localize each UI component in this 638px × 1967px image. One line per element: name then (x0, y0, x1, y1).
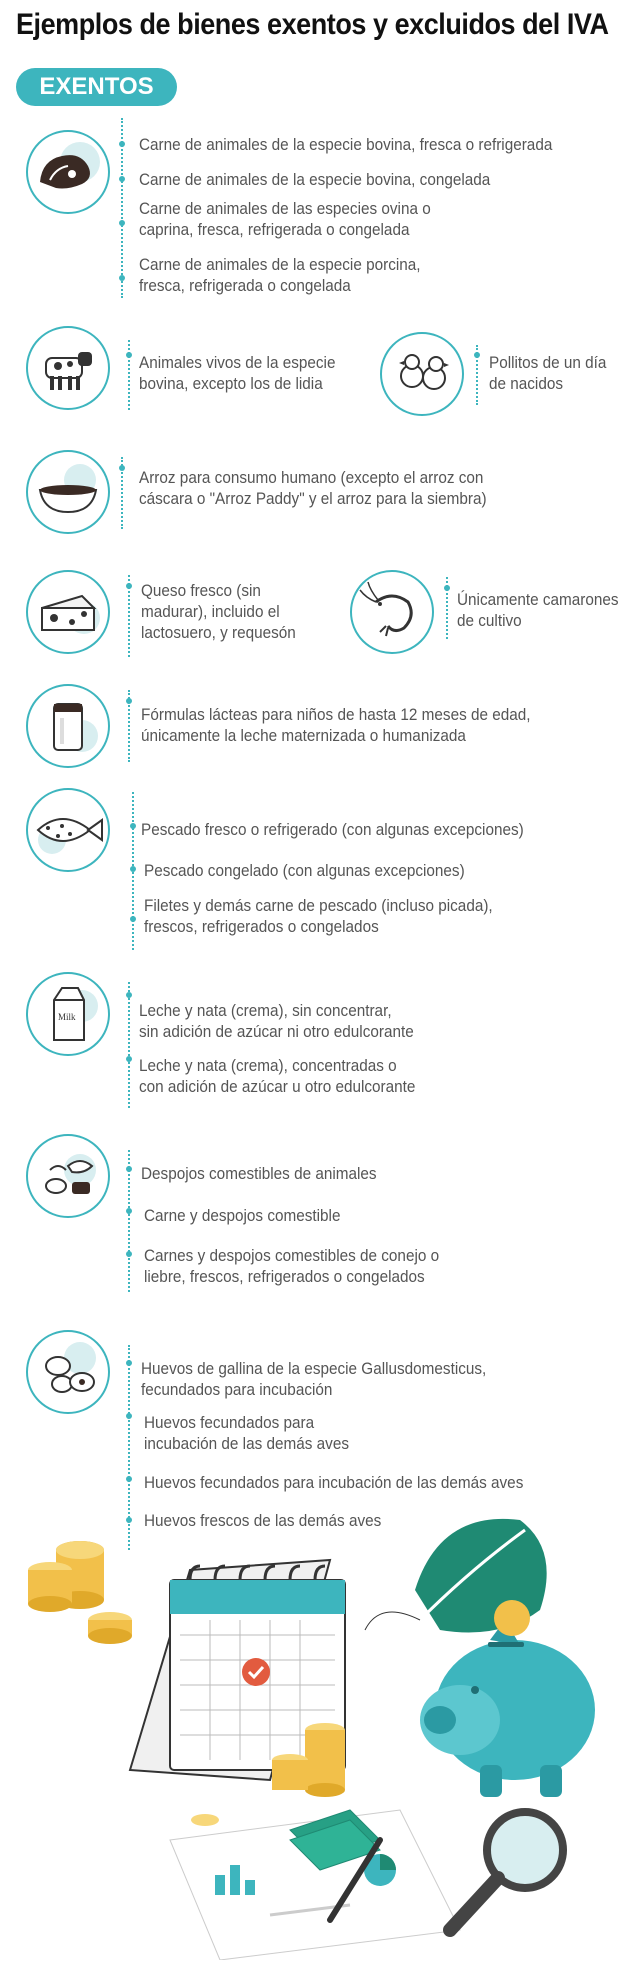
list-item: Animales vivos de la especie bovina, excepto los de lidia (139, 353, 336, 393)
list-item: Huevos fecundados para incubación de las demás aves (144, 1473, 524, 1492)
list-item: Carne y despojos comestible (144, 1206, 341, 1225)
bullet-dot (444, 585, 450, 591)
bullet-dot (130, 823, 136, 829)
bullet-dot (119, 275, 125, 281)
bullet-dot (126, 1360, 132, 1366)
bullet-dot (130, 866, 136, 872)
meat-steak-icon (26, 130, 110, 214)
list-item: Carne de animales de la especie bovina, congelada (139, 170, 491, 189)
list-item: Pescado congelado (con algunas excepciones) (144, 861, 465, 880)
bullet-dot (474, 352, 480, 358)
list-item: Carnes y despojos comestibles de conejo o liebre, frescos, refrigerados o congelados (144, 1246, 440, 1286)
exentos-badge: EXENTOS (16, 68, 177, 106)
list-item: Pescado fresco o refrigerado (con algunas excepciones) (141, 820, 524, 839)
list-item: Carne de animales de la especie bovina, fresca o refrigerada (139, 135, 553, 154)
cheese-icon (26, 570, 110, 654)
milk-carton-icon (26, 972, 110, 1056)
bullet-dot (126, 1056, 132, 1062)
list-item: Leche y nata (crema), sin concentrar, sin adición de azúcar ni otro edulcorante (139, 1001, 414, 1041)
milk-connector (128, 982, 130, 1108)
magnifying-glass-icon (450, 1812, 563, 1930)
bullet-dot (119, 465, 125, 471)
bullet-dot (126, 352, 132, 358)
bullet-dot (130, 916, 136, 922)
rice-bowl-icon (26, 450, 110, 534)
list-item: Queso fresco (sin madurar), incluido el lactosuero, y requesón (141, 581, 296, 642)
list-item: Fórmulas lácteas para niños de hasta 12 meses de edad, únicamente la leche maternizada o humanizada (141, 705, 531, 745)
fish-icon (26, 788, 110, 872)
list-item: Únicamente camarones de cultivo (457, 590, 619, 630)
list-item: Huevos de gallina de la especie Gallusdomesticus, fecundados para incubación (141, 1359, 487, 1399)
bullet-dot (126, 1166, 132, 1172)
bullet-dot (126, 1413, 132, 1419)
bullet-dot (119, 176, 125, 182)
cattle-connector (128, 340, 130, 410)
offal-icon (26, 1134, 110, 1218)
baby-formula-can-icon (26, 684, 110, 768)
cow-icon (26, 326, 110, 410)
list-item: Huevos fecundados para incubación de las demás aves (144, 1413, 349, 1453)
list-item: Carne de animales de la especie porcina, fresca, refrigerada o congelada (139, 255, 421, 295)
finance-illustration (20, 1510, 630, 1960)
list-item: Leche y nata (crema), concentradas o con adición de azúcar u otro edulcorante (139, 1056, 416, 1096)
svg-text:Milk: Milk (58, 1012, 76, 1022)
shrimp-icon (350, 570, 434, 654)
eggs-icon (26, 1330, 110, 1414)
list-item: Pollitos de un día de nacidos (489, 353, 607, 393)
bullet-dot (126, 1208, 132, 1214)
list-item: Arroz para consumo humano (excepto el arroz con cáscara o "Arroz Paddy" y el arroz para la siembra) (139, 468, 487, 508)
list-item: Huevos frescos de las demás aves (144, 1511, 382, 1530)
chicks-icon (380, 332, 464, 416)
bullet-dot (126, 1476, 132, 1482)
bullet-dot (119, 141, 125, 147)
bullet-dot (126, 698, 132, 704)
bullet-dot (126, 583, 132, 589)
coin-stack-icon (28, 1541, 132, 1644)
bullet-dot (126, 992, 132, 998)
list-item: Filetes y demás carne de pescado (incluso picada), frescos, refrigerados o congelados (144, 896, 493, 936)
page-title: Ejemplos de bienes exentos y excluidos del IVA (16, 8, 609, 41)
list-item: Despojos comestibles de animales (141, 1164, 377, 1183)
list-item: Carne de animales de las especies ovina o caprina, fresca, refrigerada o congelada (139, 199, 431, 239)
bullet-dot (119, 220, 125, 226)
bullet-dot (126, 1251, 132, 1257)
